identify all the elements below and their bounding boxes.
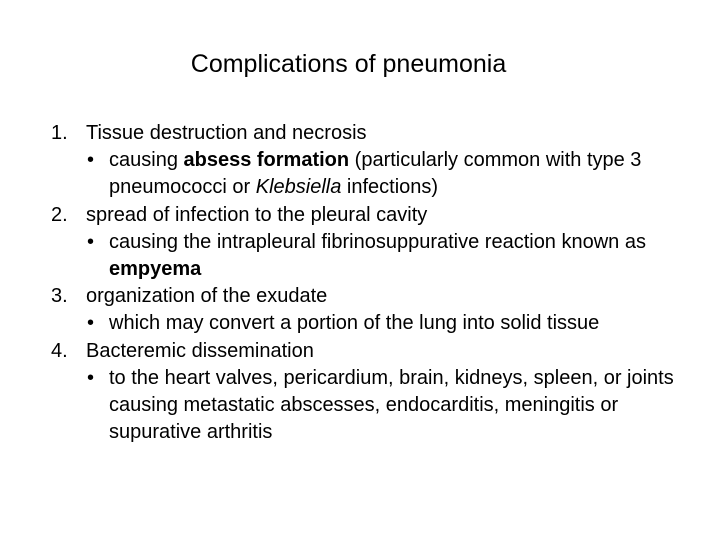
item-detail [109, 147, 691, 201]
item-heading: Tissue destruction and necrosis [86, 122, 367, 144]
item-detail: to the heart valves, pericardium, brain, kidneys, spleen, or joints causing metastatic abscesses, endocarditis, meningitis or supurative arthritis [109, 366, 674, 444]
complications-list [51, 120, 691, 446]
item-number: 3. [51, 285, 68, 308]
item-heading: spread of infection to the pleural cavity [86, 203, 428, 226]
item-number: 1. [51, 122, 68, 144]
list-item [51, 120, 691, 202]
detail-text: infections) [341, 176, 439, 199]
detail-italic-term: Klebsiella [255, 176, 342, 199]
slide-title: Complications of pneumonia [190, 50, 507, 78]
item-number: 4. [51, 339, 68, 362]
detail-text: causing [109, 149, 184, 172]
detail-bold-term: empyema [109, 258, 202, 281]
item-heading: organization of the exudate [86, 285, 328, 308]
list-item [51, 202, 691, 284]
bullet-icon: • [87, 230, 95, 253]
item-detail: which may convert a portion of the lung into solid tissue [109, 312, 600, 335]
bullet-icon: • [87, 312, 95, 335]
detail-bold-term: absess formation [183, 149, 350, 172]
item-detail [109, 229, 691, 283]
item-number: 2. [51, 203, 68, 226]
bullet-icon: • [87, 366, 95, 389]
detail-text: causing the intrapleural fibrinosuppurative reaction known as [109, 230, 646, 253]
detail-text: (particularly common with type 3 pneumococci or [109, 149, 642, 199]
list-item [51, 283, 691, 337]
list-item [51, 338, 691, 447]
item-heading: Bacteremic dissemination [86, 339, 314, 362]
bullet-icon: • [87, 149, 95, 172]
